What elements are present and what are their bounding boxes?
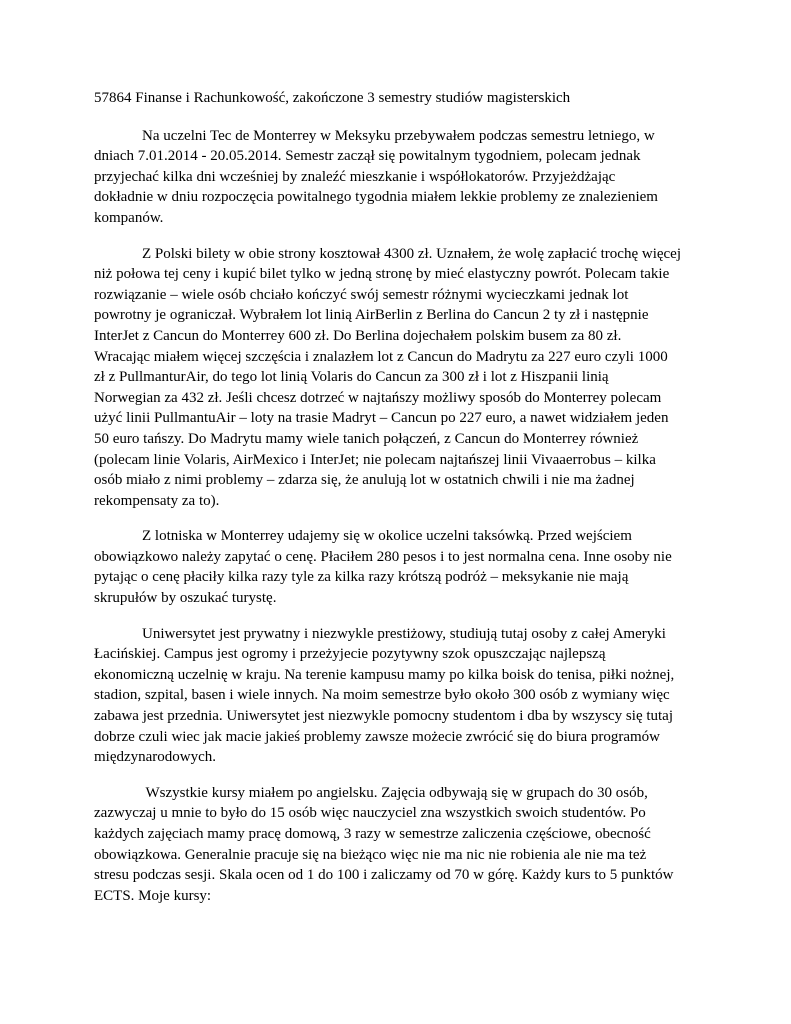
text-line: rozwiązanie – wiele osób chciało kończyć swój semestr różnymi wycieczkami jednak lot bbox=[94, 286, 629, 303]
document-title: 57864 Finanse i Rachunkowość, zakończone 3 semestry studiów magisterskich bbox=[94, 90, 571, 106]
text-line: obowiązkowo należy zapytać o cenę. Płaciłem 280 pesos i to jest normalna cena. Inne osoby nie bbox=[94, 548, 672, 565]
text-line: każdych zajęciach mamy pracę domową, 3 razy w semestrze zaliczenia częściowe, obecność bbox=[94, 826, 651, 842]
text-line: InterJet z Cancun do Monterrey 600 zł. Do Berlina dojechałem polskim busem za 80 zł. bbox=[94, 327, 622, 344]
text-line: powrotny je ograniczał. Wybrałem lot linią AirBerlin z Berlina do Cancun 2 ty zł i następnie bbox=[94, 307, 649, 324]
paragraph bbox=[94, 126, 719, 229]
text-line: (polecam linie Volaris, AirMexico i InterJet; nie polecam najtańszej linii Vivaaerrobus – kilka bbox=[94, 451, 656, 468]
text-line: Wszystkie kursy miałem po angielsku. Zajęcia odbywają się w grupach do 30 osób, bbox=[142, 784, 648, 801]
text-line: Na uczelni Tec de Monterrey w Meksyku przebywałem podczas semestru letniego, w bbox=[142, 127, 655, 144]
text-line: zazwyczaj u mnie to było do 15 osób więc nauczyciel zna wszystkich swoich studentów. Po bbox=[94, 805, 646, 822]
paragraph bbox=[94, 624, 719, 768]
text-line: skrupułów by oszukać turystę. bbox=[94, 590, 277, 607]
text-line: Z Polski bilety w obie strony kosztował 4300 zł. Uznałem, że wolę zapłacić trochę więcej bbox=[142, 245, 681, 262]
text-line: Łacińskiej. Campus jest ogromy i przeżyjecie pozytywny szok opuszczając najlepszą bbox=[94, 646, 606, 663]
text-line: zabawa jest przednia. Uniwersytet jest niezwykle pomocny studentom i dba by wszyscy się tutaj bbox=[94, 708, 674, 725]
text-line: dokładnie w dniu rozpoczęcia powitalnego tygodnia miałem lekkie problemy ze znalezieniem bbox=[94, 189, 658, 206]
paragraph bbox=[94, 244, 719, 512]
text-line: niż połowa tej ceny i kupić bilet tylko w jedną stronę by mieć elastyczny powrót. Polecam takie bbox=[94, 266, 670, 283]
text-line: przyjechać kilka dni wcześniej by znaleźć mieszkanie i współlokatorów. Przyjeżdżając bbox=[94, 168, 616, 185]
text-line: Norwegian za 432 zł. Jeśli chcesz dotrzeć w najtańszy możliwy sposób do Monterrey polecam bbox=[94, 389, 662, 406]
text-line: rekompensaty za to). bbox=[94, 492, 220, 509]
text-line: kompanów. bbox=[94, 209, 164, 226]
text-line: dobrze czuli wiec jak macie jakieś problemy zawsze możecie zwrócić się do biura programów bbox=[94, 728, 661, 745]
paragraph bbox=[94, 526, 719, 608]
paragraph bbox=[94, 783, 719, 907]
text-line: użyć linii PullmantuAir – loty na trasie Madryt – Cancun po 227 euro, a nawet widziałem jeden bbox=[94, 410, 669, 427]
text-line: Wracając miałem więcej szczęścia i znalazłem lot z Cancun do Madrytu za 227 euro czyli 1000 bbox=[94, 348, 668, 365]
text-line: Uniwersytet jest prywatny i niezwykle prestiżowy, studiują tutaj osoby z całej Ameryki bbox=[142, 625, 666, 642]
text-line: międzynarodowych. bbox=[94, 749, 217, 766]
text-line: ekonomiczną uczelnię w kraju. Na terenie kampusu mamy po kilka boisk do tenisa, piłki nożnej, bbox=[94, 666, 675, 683]
document-page bbox=[94, 0, 719, 921]
text-line: 50 euro tańszy. Do Madrytu mamy wiele tanich połączeń, z Cancun do Monterrey również bbox=[94, 430, 639, 447]
text-line: zł z PullmanturAir, do tego lot linią Volaris do Cancun za 300 zł i lot z Hiszpanii linią bbox=[94, 369, 609, 386]
text-line: obowiązkowa. Generalnie pracuje się na bieżąco więc nie ma nic nie robienia ale nie ma też bbox=[94, 846, 647, 863]
text-line: osób miało z nimi problemy – zdarza się, że anulują lot w ostatnich chwili i nie ma żadnej bbox=[94, 472, 635, 489]
text-line: dniach 7.01.2014 - 20.05.2014. Semestr zaczął się powitalnym tygodniem, polecam jednak bbox=[94, 148, 641, 165]
text-line: Z lotniska w Monterrey udajemy się w okolice uczelni taksówką. Przed wejściem bbox=[142, 528, 632, 545]
text-line: stadion, szpital, basen i wiele innych. Na moim semestrze było około 300 osób z wymiany więc bbox=[94, 687, 670, 704]
text-line: stresu podczas sesji. Skala ocen od 1 do 100 i zaliczamy od 70 w górę. Każdy kurs to 5 punktów bbox=[94, 867, 674, 884]
document-body bbox=[94, 126, 719, 907]
text-line: ECTS. Moje kursy: bbox=[94, 887, 212, 904]
text-line: pytając o cenę płaciły kilka razy tyle za kilka razy krótszą podróż – meksykanie nie mają bbox=[94, 569, 629, 586]
